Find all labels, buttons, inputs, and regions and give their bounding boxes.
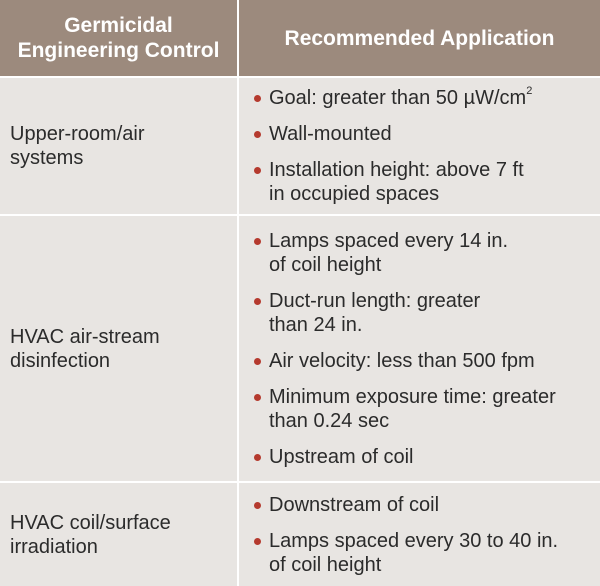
list-item xyxy=(239,529,590,577)
table-row xyxy=(0,215,600,482)
header-control xyxy=(0,0,238,77)
header-control-label: Germicidal Engineering Control xyxy=(17,14,220,62)
application-text: Wall-mounted xyxy=(269,123,392,145)
control-cell xyxy=(0,215,238,482)
bullet-icon xyxy=(254,394,261,401)
list-item xyxy=(239,158,590,206)
application-cell xyxy=(238,77,600,215)
control-label: Upper-room/air systems xyxy=(10,123,145,169)
control-cell xyxy=(0,77,238,215)
bullet-icon xyxy=(254,298,261,305)
application-text: Lamps spaced every 30 to 40 in. of coil height xyxy=(269,529,559,576)
list-item xyxy=(239,86,590,110)
application-text: Downstream of coil xyxy=(269,493,440,516)
list-item xyxy=(239,445,590,469)
application-text: Lamps spaced every 14 in. of coil height xyxy=(269,229,509,276)
application-cell xyxy=(238,215,600,482)
table-row xyxy=(0,482,600,586)
bullet-icon xyxy=(254,454,261,461)
header-application xyxy=(238,0,600,77)
list-item xyxy=(239,349,590,373)
control-label: HVAC air-stream disinfection xyxy=(10,325,160,372)
list-item xyxy=(239,229,590,277)
application-text: Duct-run length: greater than 24 in. xyxy=(269,289,481,336)
header-row xyxy=(0,0,600,77)
bullet-icon xyxy=(254,502,261,509)
bullet-icon xyxy=(254,238,261,245)
application-text: Installation height: above 7 ft in occupied spaces xyxy=(269,159,524,205)
list-item xyxy=(239,493,590,517)
application-text: Air velocity: less than 500 fpm xyxy=(269,349,535,372)
application-text: Minimum exposure time: greater than 0.24 sec xyxy=(269,385,556,432)
bullet-icon xyxy=(254,358,261,365)
application-list xyxy=(239,229,590,469)
application-text: Goal: greater than 50 µW/cm xyxy=(269,87,527,109)
bullet-icon xyxy=(254,167,261,174)
application-text: Upstream of coil xyxy=(269,445,414,468)
application-cell xyxy=(238,482,600,586)
application-list xyxy=(239,493,590,577)
control-cell xyxy=(0,482,238,586)
bullet-icon xyxy=(254,95,261,102)
table-row xyxy=(0,77,600,215)
list-item xyxy=(239,122,590,146)
bullet-icon xyxy=(254,538,261,545)
application-list xyxy=(239,86,590,206)
superscript: 2 xyxy=(526,85,533,98)
list-item xyxy=(239,385,590,433)
header-application-label: Recommended Application xyxy=(284,26,555,50)
bullet-icon xyxy=(254,131,261,138)
list-item xyxy=(239,289,590,337)
control-label: HVAC coil/surface irradiation xyxy=(10,511,171,558)
